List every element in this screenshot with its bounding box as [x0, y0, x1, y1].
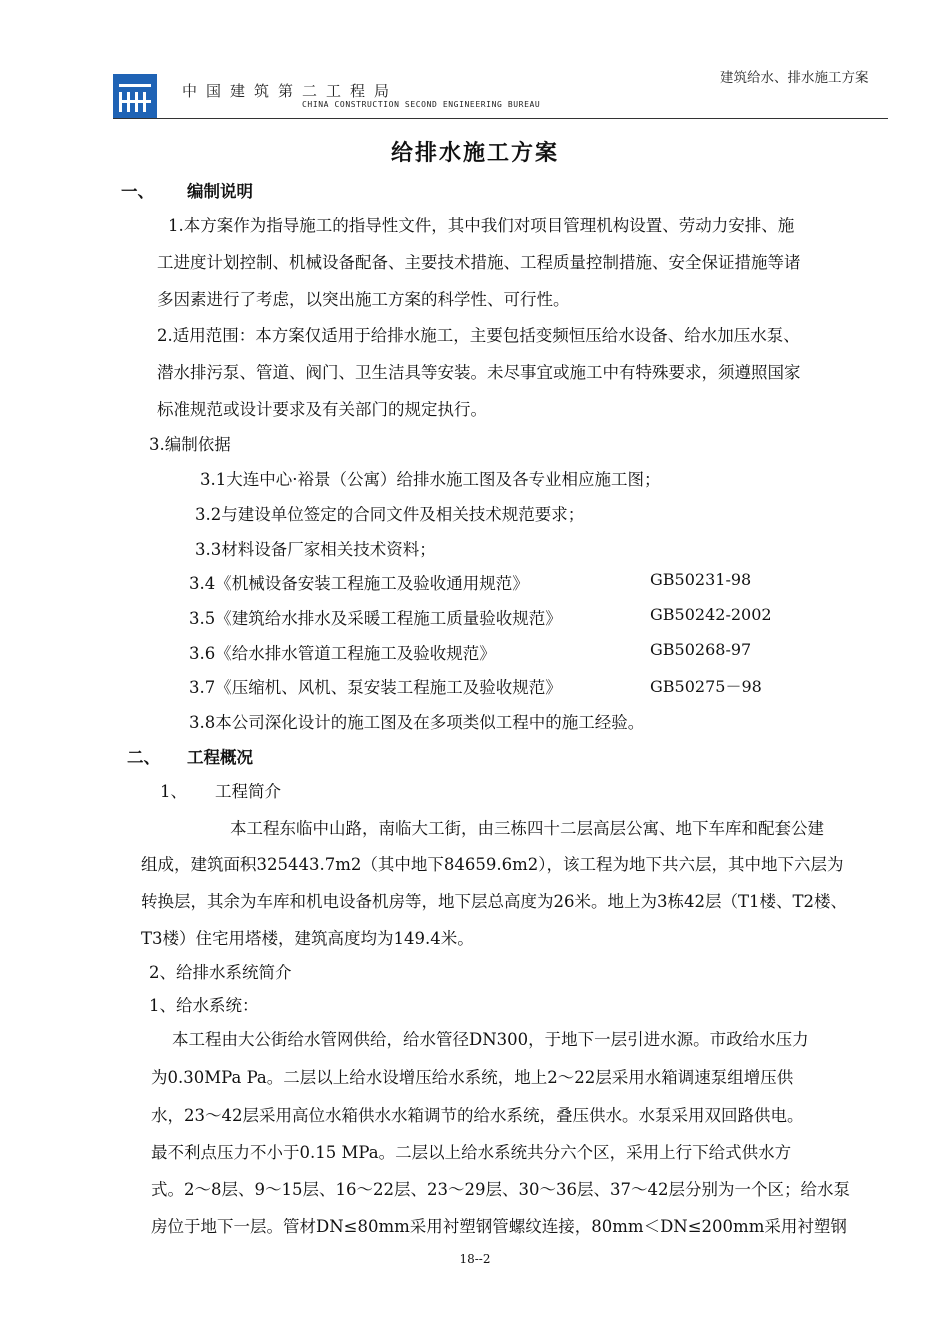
paragraph-line: 潜水排污泵、管道、阀门、卫生洁具等安装。未尽事宜或施工中有特殊要求，须遵照国家 — [157, 363, 801, 382]
header-divider — [113, 118, 888, 119]
paragraph-line: 为0.30MPa Pa。二层以上给水设增压给水系统，地上2～22层采用水箱调速泵组增压供 — [151, 1068, 794, 1087]
basis-item: 3.5《建筑给水排水及采暖工程施工质量验收规范》 — [189, 609, 562, 628]
paragraph-line: 组成，建筑面积325443.7m2（其中地下84659.6m2），该工程为地下共六层，其中地下六层为 — [141, 855, 844, 874]
paragraph-line: 标准规范或设计要求及有关部门的规定执行。 — [157, 400, 487, 419]
subsection-heading: 工程简介 — [215, 782, 281, 801]
paragraph-line: T3楼）住宅用塔楼，建筑高度均为149.4米。 — [141, 929, 474, 948]
paragraph-line: 多因素进行了考虑，以突出施工方案的科学性、可行性。 — [157, 290, 570, 309]
subsection-heading: 2、给排水系统简介 — [149, 963, 292, 982]
basis-code: GB50242-2002 — [650, 605, 772, 624]
company-name-cn: 中国建筑第二工程局 — [182, 82, 399, 100]
section-1-heading: 编制说明 — [187, 182, 253, 201]
page-number: 18--2 — [459, 1252, 491, 1266]
basis-item: 3.4《机械设备安装工程施工及验收通用规范》 — [189, 574, 529, 593]
basis-heading: 3.编制依据 — [149, 435, 231, 454]
paragraph-line: 房位于地下一层。管材DN≤80mm采用衬塑钢管螺纹连接，80mm＜DN≤200mm采用衬塑钢 — [151, 1217, 847, 1236]
paragraph-line: 2.适用范围：本方案仅适用于给排水施工，主要包括变频恒压给水设备、给水加压水泵、 — [157, 326, 800, 345]
paragraph-line: 本工程由大公街给水管网供给，给水管径DN300，于地下一层引进水源。市政给水压力 — [172, 1030, 809, 1049]
basis-item: 3.3材料设备厂家相关技术资料； — [195, 540, 436, 559]
company-logo — [113, 74, 157, 118]
basis-item: 3.2与建设单位签定的合同文件及相关技术规范要求； — [195, 505, 585, 524]
section-2-heading: 工程概况 — [187, 748, 253, 767]
paragraph-line: 工进度计划控制、机械设备配备、主要技术措施、工程质量控制措施、安全保证措施等诸 — [157, 253, 801, 272]
subsection-number: 1、 — [160, 782, 187, 801]
subsection-heading: 1、给水系统： — [149, 996, 259, 1015]
company-name-en: CHINA CONSTRUCTION SECOND ENGINEERING BUREAU — [302, 100, 541, 109]
paragraph-line: 最不利点压力不小于0.15 MPa。二层以上给水系统共分六个区，采用上行下给式供水方 — [151, 1143, 792, 1162]
page-title: 给排水施工方案 — [390, 140, 559, 166]
basis-item: 3.7《压缩机、风机、泵安装工程施工及验收规范》 — [189, 678, 562, 697]
basis-code: GB50231-98 — [650, 570, 752, 589]
section-1-number: 一、 — [121, 182, 154, 201]
paragraph-line: 本工程东临中山路，南临大工街，由三栋四十二层高层公寓、地下车库和配套公建 — [230, 819, 824, 838]
paragraph-line: 水，23～42层采用高位水箱供水水箱调节的给水系统，叠压供水。水泵采用双回路供电。 — [151, 1106, 804, 1125]
basis-item: 3.6《给水排水管道工程施工及验收规范》 — [189, 644, 496, 663]
basis-code: GB50275－98 — [650, 677, 762, 696]
basis-code: GB50268-97 — [650, 640, 752, 659]
paragraph-line: 转换层，其余为车库和机电设备机房等，地下层总高度为26米。地上为3栋42层（T1楼、T2楼、 — [141, 892, 847, 911]
section-2-number: 二、 — [127, 748, 160, 767]
document-tag: 建筑给水、排水施工方案 — [720, 70, 869, 86]
basis-item: 3.8本公司深化设计的施工图及在多项类似工程中的施工经验。 — [189, 713, 645, 732]
paragraph-line: 1.本方案作为指导施工的指导性文件，其中我们对项目管理机构设置、劳动力安排、施 — [168, 216, 795, 235]
paragraph-line: 式。2～8层、9～15层、16～22层、23～29层、30～36层、37～42层分别为一个区；给水泵 — [151, 1180, 850, 1199]
basis-item: 3.1大连中心·裕景（公寓）给排水施工图及各专业相应施工图； — [200, 470, 661, 489]
